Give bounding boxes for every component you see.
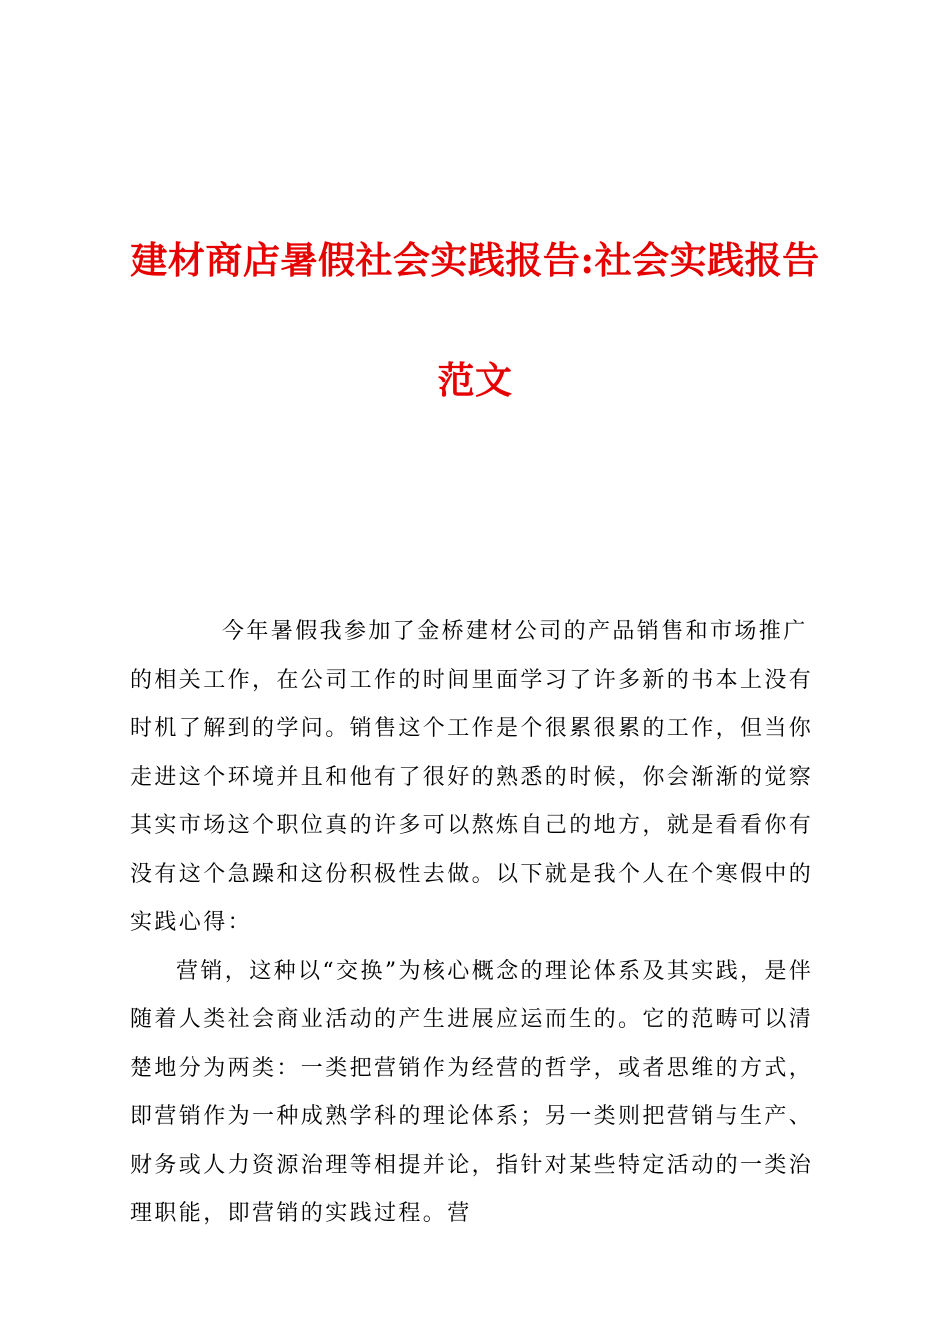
paragraph-marketing: 营销，这种以“交换”为核心概念的理论体系及其实践，是伴随着人类社会商业活动的产生进展应运而生的。它的范畴可以清楚地分为两类：一类把营销作为经营的哲学，或者思维的方式，即营销作为一种成熟学科的理论体系；另一类则把营销与生产、财务或人力资源治理等相提并论，指针对某些特定活动的一类治理职能，即营销的实践过程。营 xyxy=(130,958,814,1226)
paragraph-intro: 今年暑假我参加了金桥建材公司的产品销售和市场推广的相关工作，在公司工作的时间里面学习了许多新的书本上没有时机了解到的学问。销售这个工作是个很累很累的工作，但当你走进这个环境并且和他有了很好的熟悉的时候，你会渐渐的觉察其实市场这个职位真的许多可以熬炼自己的地方，就是看看你有没有这个急躁和这份积极性去做。以下就是我个人在个寒假中的实践心得： xyxy=(130,619,814,935)
document-body xyxy=(130,608,830,1239)
document-title: 建材商店暑假社会实践报告:社会实践报告范文 xyxy=(130,238,820,402)
